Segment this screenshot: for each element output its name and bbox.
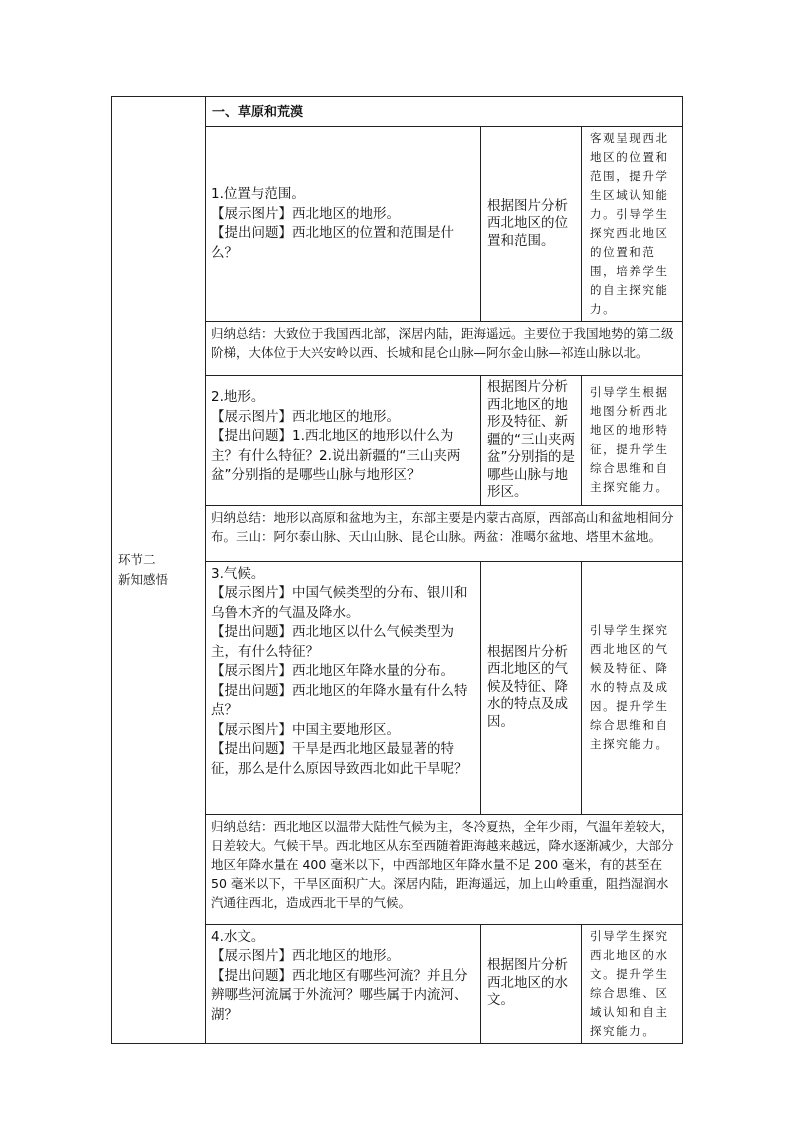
summary-3: 归纳总结：西北地区以温带大陆性气候为主，冬冷夏热，全年少雨，气温年差较大，日差较大。气候干旱。西北地区从东至西随着距海越来越远，降水逐渐减少，大部分地区年降水量在 400 毫米以下，中西部地区年降水量不足 200 毫米，有的甚至在 50 毫米以下，干旱区面积广大。深居内陆，距海遥远，加上山岭重重，阻挡湿润水汽通往西北，造成西北干旱的气候。 [206,814,683,924]
section-title: 一、草原和荒漠 [206,97,683,127]
design-intent-4: 引导学生探究西北地区的水文。提升学生综合思维、区域认知和自主探究能力。 [582,924,683,1043]
teacher-activity-4 [206,924,481,1043]
teacher-activity-1 [206,127,481,322]
teacher-line: 【展示图片】中国主要地形区。 [211,721,400,738]
student-activity-4: 根据图片分析西北地区的水文。 [481,924,582,1043]
student-activity-1: 根据图片分析西北地区的位置和范围。 [481,127,582,322]
teacher-line: 【展示图片】西北地区年降水量的分布。 [211,663,454,679]
stage-cell [112,97,206,1044]
teacher-line: 1.位置与范围。 [211,186,305,202]
teacher-line: 【提出问题】西北地区的位置和范围是什么？ [211,225,454,261]
summary-1: 归纳总结：大致位于我国西北部，深居内陆，距海遥远。主要位于我国地势的第二级阶梯，大体位于大兴安岭以西、长城和昆仑山脉—阿尔金山脉—祁连山脉以北。 [206,322,683,376]
teacher-line: 【展示图片】西北地区的地形。 [211,948,400,964]
teacher-line: 【展示图片】西北地区的地形。 [211,205,400,222]
stage-subtitle: 新知感悟 [118,571,169,587]
teacher-activity-3 [206,561,481,814]
teacher-line: 【提出问题】西北地区以什么气候类型为主，有什么特征？ [211,624,454,660]
teacher-line: 【展示图片】中国气候类型的分布、银川和乌鲁木齐的气温及降水。 [211,585,468,621]
teacher-line: 【提出问题】西北地区有哪些河流？并且分辨哪些河流属于外流河？哪些属于内流河、湖？ [211,967,468,1023]
teacher-line: 2.地形。 [211,389,265,405]
design-intent-3: 引导学生探究西北地区的气候及特征、降水的特点及成因。提升学生综合思维和自主探究能力。 [582,561,683,814]
design-intent-2: 引导学生根据地图分析西北地区的地形特征，提升学生综合思维和自主探究能力。 [582,376,683,506]
design-intent-1: 客观呈现西北地区的位置和范围，提升学生区域认知能力。引导学生探究西北地区的位置和范围，培养学生的自主探究能力。 [582,127,683,322]
teacher-line: 【展示图片】西北地区的地形。 [211,408,400,425]
student-activity-2: 根据图片分析西北地区的地形及特征、新疆的“三山夹两盆”分别指的是哪些山脉与地形区。 [481,376,582,506]
stage-label: 环节二 [118,551,156,567]
teacher-line: 【提出问题】干旱是西北地区最显著的特征，那么是什么原因导致西北如此干旱呢？ [211,741,468,777]
summary-2: 归纳总结：地形以高原和盆地为主，东部主要是内蒙古高原，西部高山和盆地相间分布。三山：阿尔泰山脉、天山山脉、昆仑山脉。两盆：准噶尔盆地、塔里木盆地。 [206,505,683,561]
teacher-line: 4.水文。 [211,928,265,945]
teacher-activity-2 [206,376,481,506]
teacher-line: 【提出问题】1.西北地区的地形以什么为主？有什么特征？2.说出新疆的“三山夹两盆”分别指的是哪些山脉与地形区？ [211,428,461,483]
teacher-line: 3.气候。 [211,565,265,582]
teacher-line: 【提出问题】西北地区的年降水量有什么特点？ [211,682,468,718]
lesson-plan-table [111,96,683,1044]
student-activity-3: 根据图片分析西北地区的气候及特征、降水的特点及成因。 [481,561,582,814]
